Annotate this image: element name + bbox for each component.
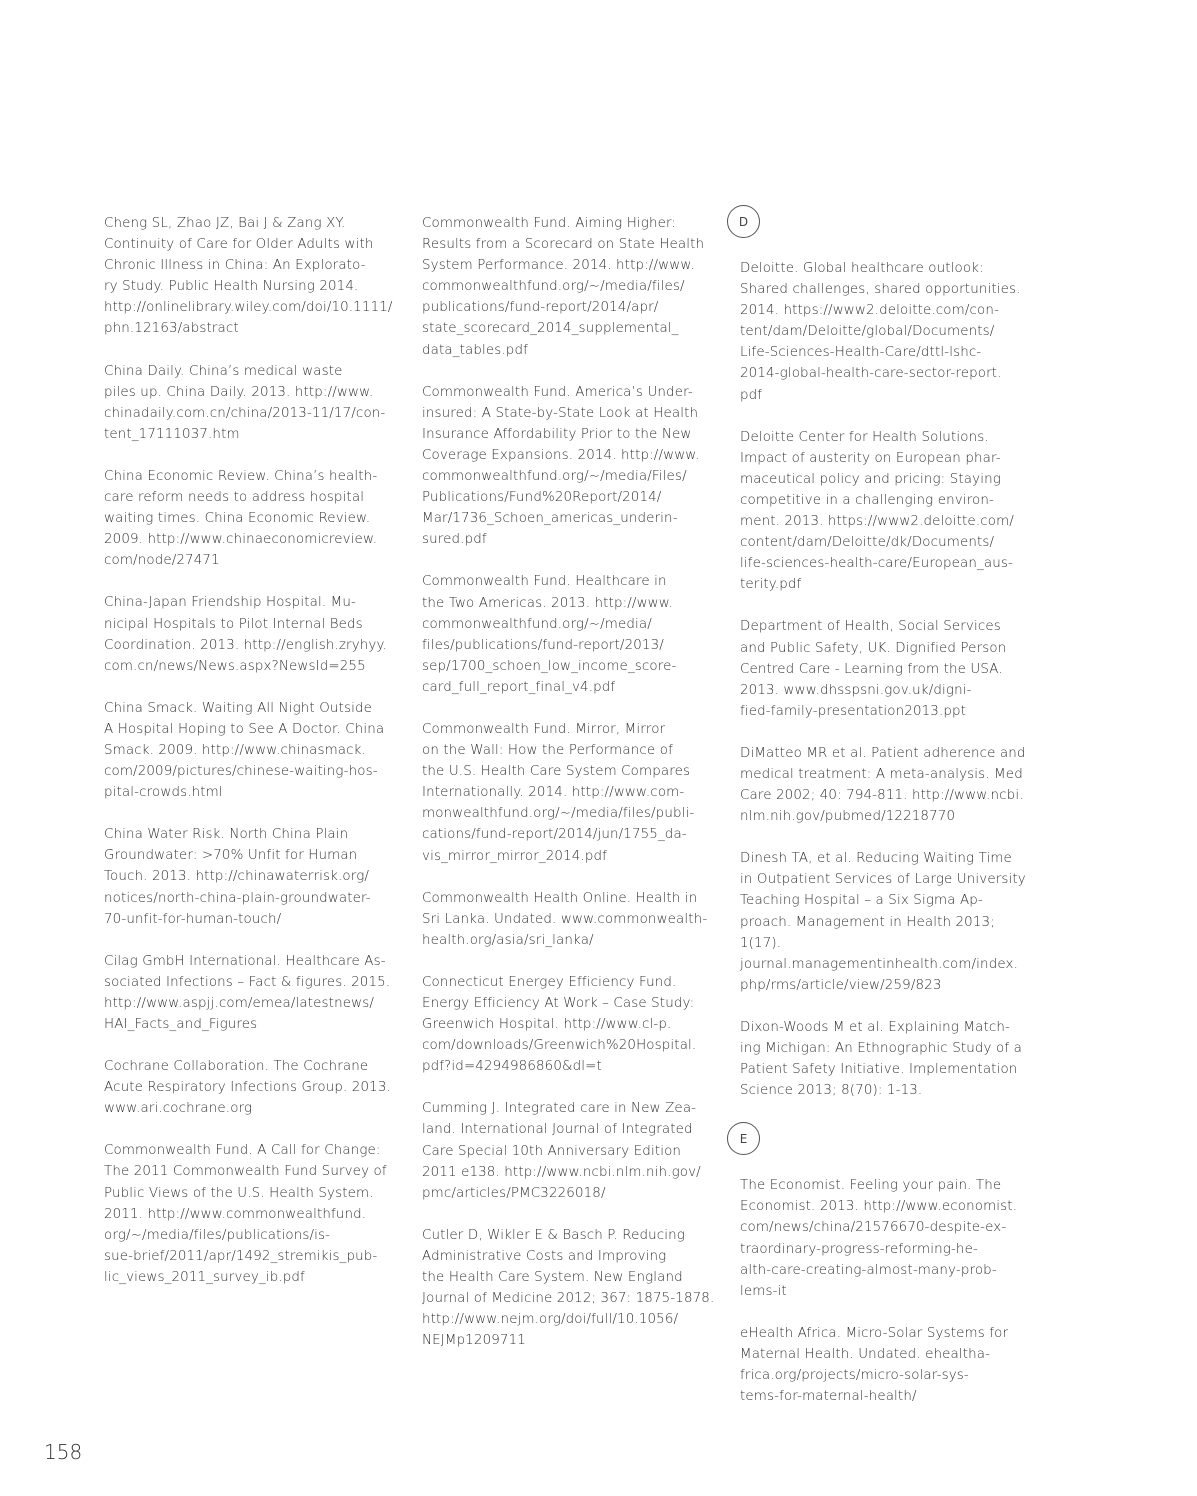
reference-entry: China Economic Review. China’s health- care reform needs to address hospital waiting times. China Economic Review. 2009. http://www.chinaeconomicreview. com/node/27471 (104, 468, 378, 569)
reference-entry: Dixon-Woods M et al. Explaining Match- ing Michigan: An Ethnographic Study of a Patient Safety Initiative. Implementation Science 2013; 8(70): 1-13. (740, 1019, 1022, 1099)
reference-entry: Cutler D, Wikler E & Basch P. Reducing Administrative Costs and Improving the Health Care System. New England Journal of Medicine 2012; 367: 1875-1878. http://www.nejm.org/doi/full/10.1056/ NEJMp1209711 (422, 1227, 715, 1349)
section-letter-e (727, 1122, 760, 1155)
reference-entry: Deloitte. Global healthcare outlook: Shared challenges, shared opportunities. 2014. https://www2.deloitte.com/con- tent/dam/Deloitte/global/Documents/ Life-Sciences-Health-Care/dttl-lshc- 2014-global-health-care-sector-report. pdf (740, 261, 1021, 403)
reference-entry: Cheng SL, Zhao JZ, Bai J & Zang XY. Continuity of Care for Older Adults with Chronic Illness in China: An Explorato- ry Study. Public Health Nursing 2014. http://onlinelibrary.wiley.com/doi/10.1111/ phn.12163/abstract (104, 216, 393, 337)
reference-entry: Cilag GmbH International. Healthcare As- sociated Infections – Fact & figures. 2015. http://www.aspjj.com/emea/latestnews/ HAI_Facts_and_Figures (104, 953, 391, 1032)
reference-column-1 (104, 213, 400, 1309)
section-letter-d (727, 205, 760, 238)
reference-entry: eHealth Africa. Micro-Solar Systems for Maternal Health. Undated. ehealtha- frica.org/projects/micro-solar-sys- tems-for-maternal-health/ (740, 1325, 1009, 1405)
reference-entry: Commonwealth Fund. Healthcare in the Two Americas. 2013. http://www. commonwealthfund.org/~/media/ files/publications/fund-report/2013/ sep/1700_schoen_low_income_score- card_full_report_final_v4.pdf (422, 574, 677, 695)
reference-entry: Cochrane Collaboration. The Cochrane Acute Respiratory Infections Group. 2013. www.ari.cochrane.org (104, 1059, 391, 1117)
reference-entry: Commonwealth Fund. America’s Under- insured: A State-by-State Look at Health Insurance Affordability Prior to the New Coverage Expansions. 2014. http://www. commonwealthfund.org/~/media/Files/ Publications/Fund%20Report/2014/ Mar/1736_Schoen_americas_underin- sured.pdf (422, 384, 700, 548)
section-letter-label: D (738, 214, 749, 229)
reference-entry: China Daily. China’s medical waste piles up. China Daily. 2013. http://www. chinadaily.com.cn/china/2013-11/17/con- tent_17111037.htm (104, 363, 386, 442)
reference-entry: Commonwealth Fund. Aiming Higher: Results from a Scorecard on State Health System Performance. 2014. http://www. commonwealthfund.org/~/media/files/ publications/fund-report/2014/apr/ state_scorecard_2014_supplemental_ data_tables.pdf (422, 216, 705, 358)
reference-column-3 (727, 205, 1037, 1428)
reference-column-2 (422, 213, 718, 1372)
section-letter-label: E (739, 1131, 748, 1146)
reference-entry: China Smack. Waiting All Night Outside A Hospital Hoping to See A Doctor. China Smack. 2009. http://www.chinasmack. com/2009/pictures/chinese-waiting-hos- pital-crowds.html (104, 700, 385, 801)
reference-entry: DiMatteo MR et al. Patient adherence and medical treatment: A meta-analysis. Med Care 2002; 40: 794-811. http://www.ncbi. nlm.nih.gov/pubmed/12218770 (740, 745, 1026, 825)
reference-entry: Department of Health, Social Services and Public Safety, UK. Dignified Person Centred Care - Learning from the USA. 2013. www.dhsspsni.gov.uk/digni- fied-family-presentation2013.ppt (740, 619, 1007, 719)
reference-entry: Commonwealth Fund. A Call for Change: The 2011 Commonwealth Fund Survey of Public Views of the U.S. Health System. 2011. http://www.commonwealthfund. org/~/media/files/publications/is- sue-brief/2011/apr/1492_stremikis_pub- lic_views_2011_survey_ib.pdf (104, 1143, 387, 1285)
reference-entry: Dinesh TA, et al. Reducing Waiting Time in Outpatient Services of Large University Teaching Hospital – a Six Sigma Ap- proach. Management in Health 2013; 1(17). journal.managementinhealth.com/index. php/rms/article/view/259/823 (740, 851, 1026, 993)
reference-entry: China Water Risk. North China Plain Groundwater: >70% Unfit for Human Touch. 2013. http://chinawaterrisk.org/ notices/north-china-plain-groundwater- 70-unfit-for-human-touch/ (104, 827, 371, 927)
reference-entry: Commonwealth Health Online. Health in Sri Lanka. Undated. www.commonwealth- health.org/asia/sri_lanka/ (422, 890, 708, 948)
reference-entry: Cumming J. Integrated care in New Zea- land. International Journal of Integrated Care Special 10th Anniversary Edition 2011 e138. http://www.ncbi.nlm.nih.gov/ pmc/articles/PMC3226018/ (422, 1101, 701, 1201)
page-number: 158 (44, 1440, 83, 1464)
reference-entry: Deloitte Center for Health Solutions. Impact of austerity on European phar- maceutical policy and pricing: Staying competitive in a challenging environ- ment. 2013. https://www2.deloitte.com/ content/dam/Deloitte/dk/Documents/ life-sciences-health-care/European_aus- terity.pdf (740, 429, 1014, 593)
reference-entry: Commonwealth Fund. Mirror, Mirror on the Wall: How the Performance of the U.S. Health Care System Compares Internationally. 2014. http://www.com- monwealthfund.org/~/media/files/publi- cations/fund-report/2014/jun/1755_da- vis_mirror_mirror_2014.pdf (422, 721, 695, 864)
reference-entry: The Economist. Feeling your pain. The Economist. 2013. http://www.economist. com/news/china/21576670-despite-ex- traordinary-progress-reforming-he- alth-care-creating-almost-many-prob- lems-it (740, 1178, 1018, 1299)
reference-entry: China-Japan Friendship Hospital. Mu- nicipal Hospitals to Pilot Internal Beds Coordination. 2013. http://english.zryhyy. com.cn/news/News.aspx?NewsId=255 (104, 595, 388, 674)
reference-entry: Connecticut Energey Efficiency Fund. Energy Efficiency At Work – Case Study: Greenwich Hospital. http://www.cl-p. com/downloads/Greenwich%20Hospital. pdf?id=4294986860&dl=t (422, 974, 697, 1075)
